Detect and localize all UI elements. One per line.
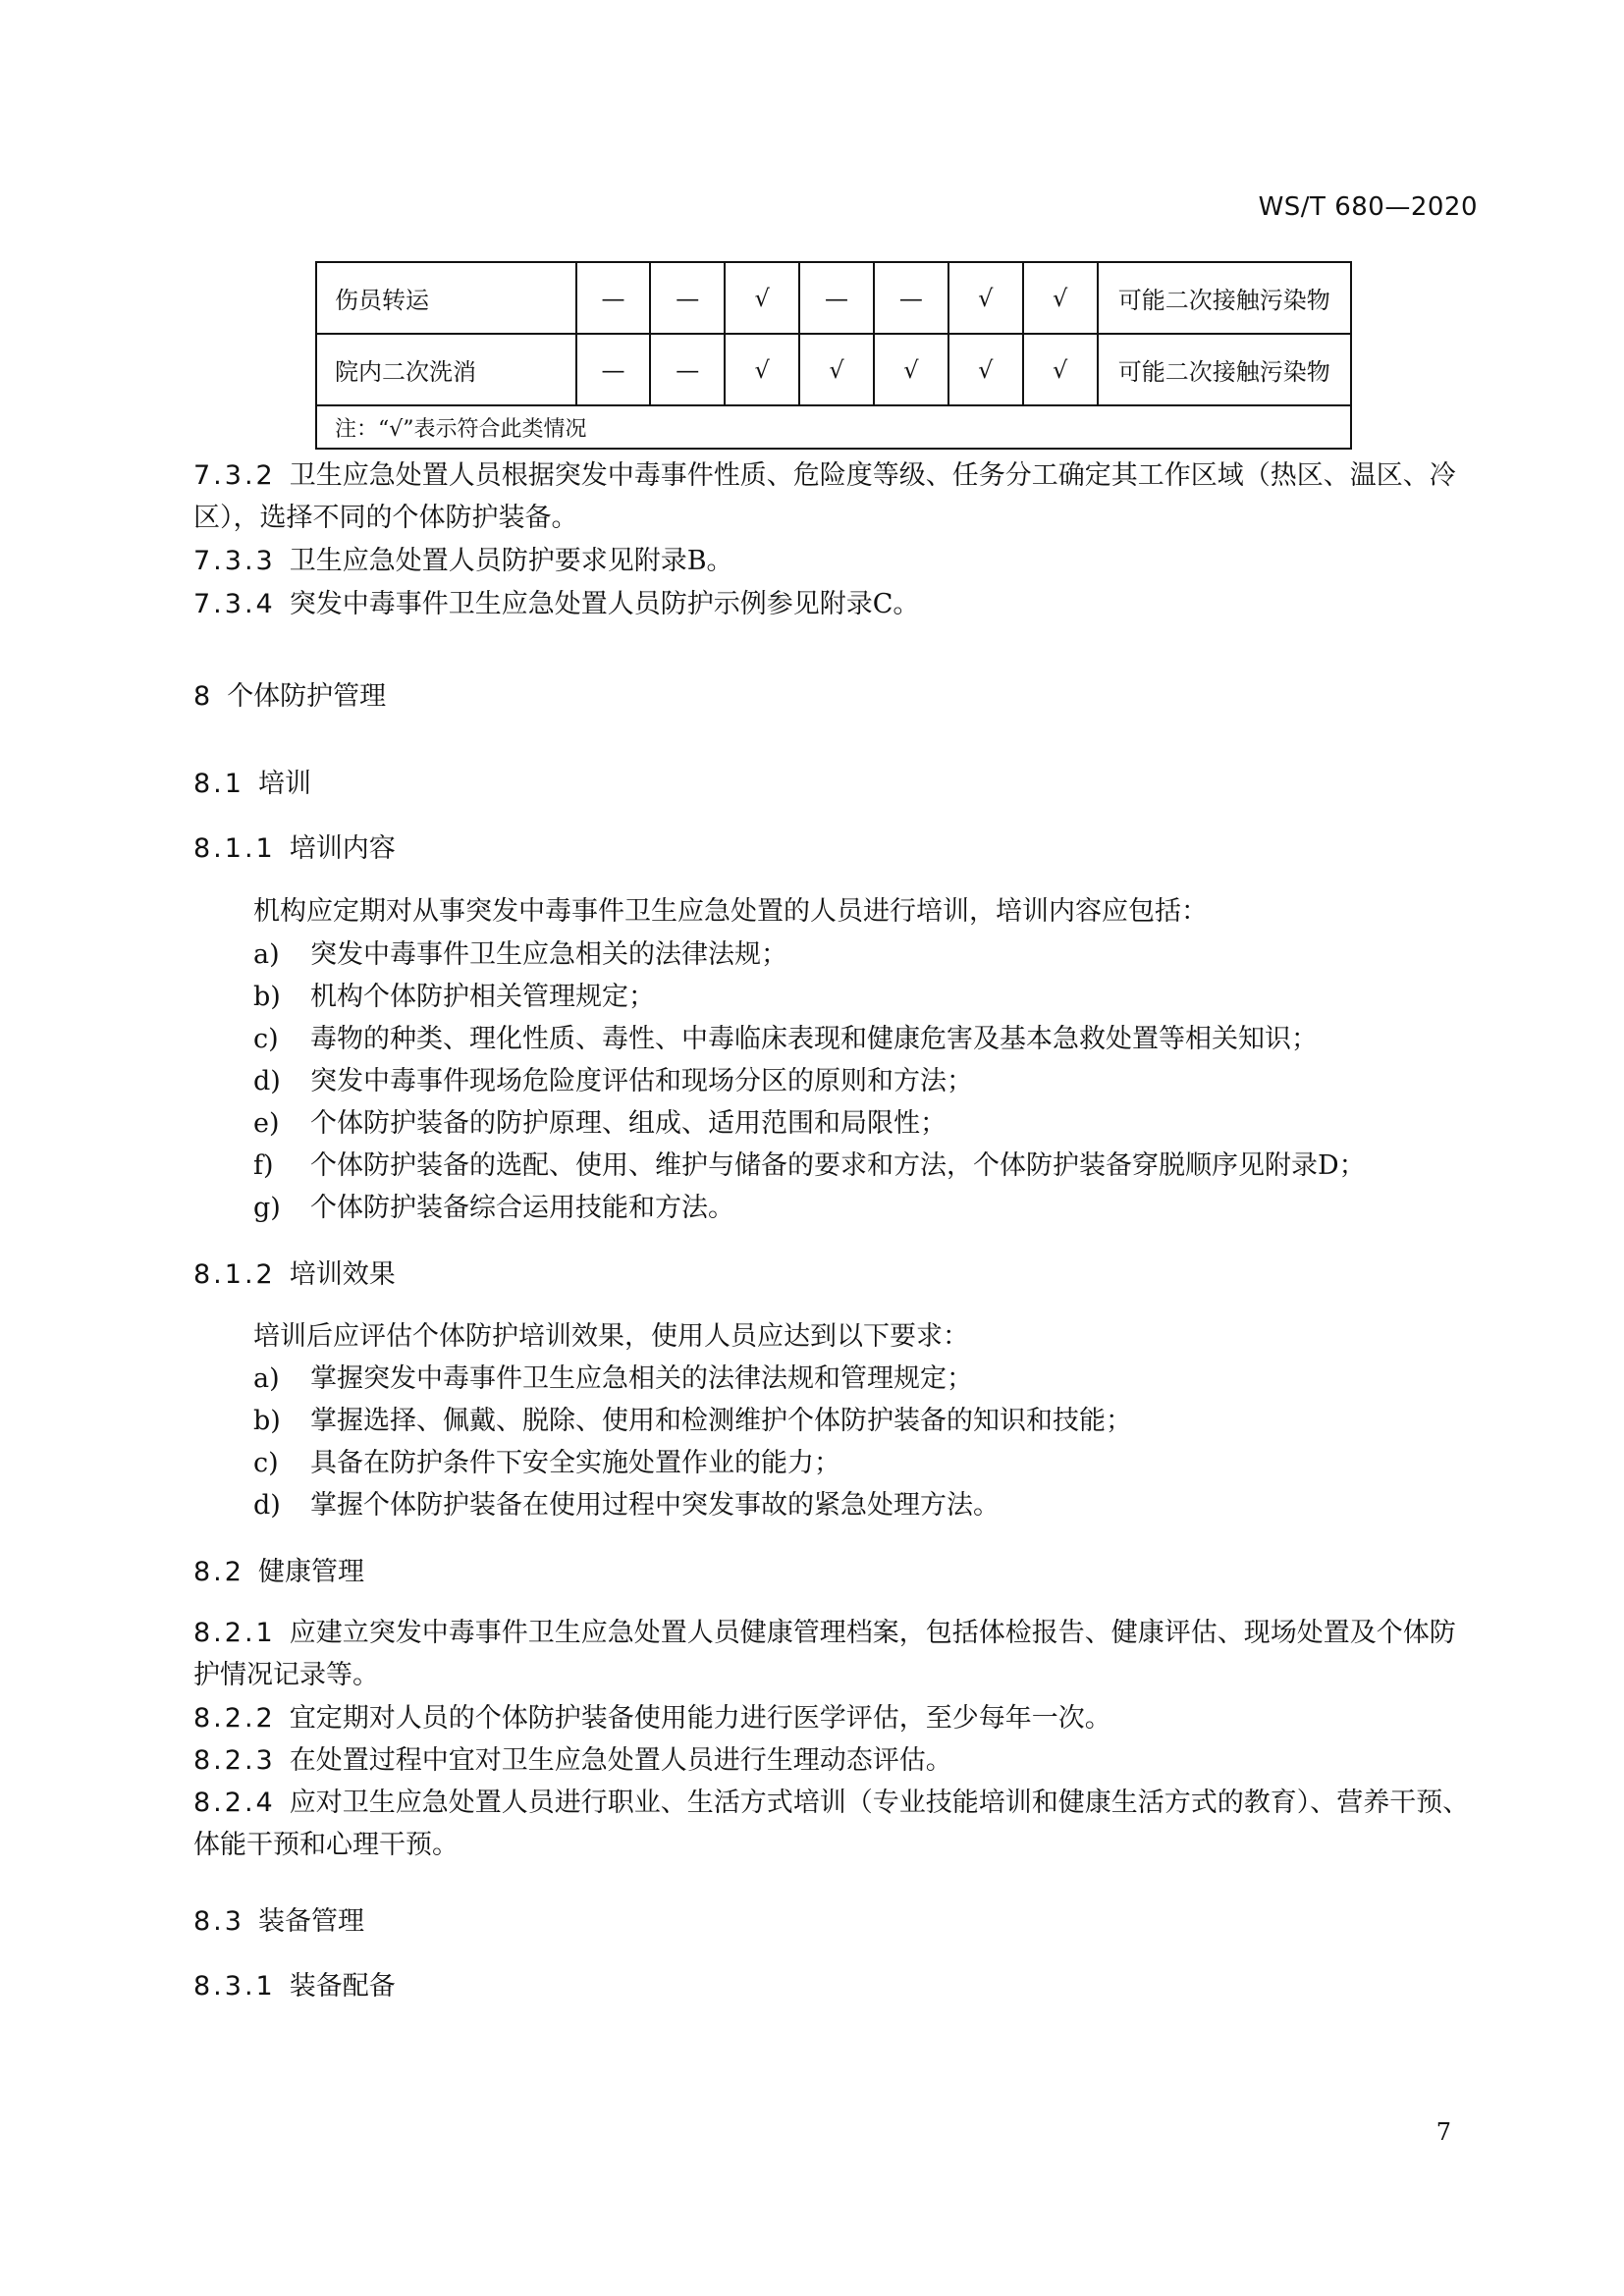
- table-cell-mark: √: [948, 334, 1023, 405]
- section-heading-8-1-1: [193, 827, 396, 865]
- list-item-label: d): [253, 1066, 281, 1096]
- list-item: [253, 1144, 1366, 1182]
- list-item: [253, 1101, 947, 1140]
- list-item-label: d): [253, 1490, 281, 1521]
- table-cell-mark: —: [874, 262, 948, 334]
- clause-8-2-3: [193, 1739, 1480, 1782]
- protection-table: [315, 261, 1352, 450]
- clause-number: 8.2.1: [193, 1618, 276, 1648]
- list-item: [253, 1059, 973, 1097]
- list-item-text: 突发中毒事件卫生应急相关的法律法规；: [310, 939, 787, 970]
- list-item: [253, 975, 655, 1013]
- section-heading-8-3-1: [193, 1964, 396, 2002]
- clause-number: 7.3.4: [193, 589, 276, 619]
- list-item: [253, 1483, 1000, 1522]
- clause-text: 在处置过程中宜对卫生应急处置人员进行生理动态评估。: [289, 1745, 952, 1776]
- clause-text: 应建立突发中毒事件卫生应急处置人员健康管理档案，包括体检报告、健康评估、现场处置及个体防护情况记录等。: [193, 1618, 1456, 1690]
- clause-7-3-2: [193, 454, 1480, 539]
- list-item-text: 掌握选择、佩戴、脱除、使用和检测维护个体防护装备的知识和技能；: [310, 1406, 1132, 1436]
- clause-number: 7.3.2: [193, 460, 276, 491]
- table-footnote: 注：“√”表示符合此类情况: [316, 405, 1351, 449]
- list-item-label: g): [253, 1193, 281, 1223]
- list-item: [253, 1399, 1132, 1437]
- heading-title: 个体防护管理: [227, 681, 387, 712]
- section-heading-8: [193, 674, 386, 713]
- clause-number: 7.3.3: [193, 546, 276, 576]
- table-row: [316, 262, 1351, 334]
- paragraph-intro: 培训后应评估个体防护培训效果，使用人员应达到以下要求：: [253, 1321, 969, 1352]
- standard-code: WS/T 680—2020: [1258, 192, 1478, 222]
- table-cell-name: 伤员转运: [316, 262, 576, 334]
- list-item-label: f): [253, 1150, 274, 1181]
- list-item: [253, 1186, 734, 1224]
- heading-number: 8.1.1: [193, 833, 276, 864]
- list-item-text: 掌握突发中毒事件卫生应急相关的法律法规和管理规定；: [310, 1363, 973, 1394]
- clause-8-2-2: [193, 1697, 1480, 1739]
- section-heading-8-3: [193, 1899, 364, 1938]
- clause-8-2-4: [193, 1782, 1480, 1866]
- list-item-text: 个体防护装备综合运用技能和方法。: [310, 1193, 734, 1223]
- table-cell-mark: √: [725, 334, 799, 405]
- table-cell-mark: √: [725, 262, 799, 334]
- list-item-label: b): [253, 1406, 281, 1436]
- list-item-label: a): [253, 1363, 280, 1394]
- table-cell-mark: —: [799, 262, 874, 334]
- clause-number: 8.2.4: [193, 1788, 276, 1818]
- list-item-text: 掌握个体防护装备在使用过程中突发事故的紧急处理方法。: [310, 1490, 1000, 1521]
- clause-text: 宜定期对人员的个体防护装备使用能力进行医学评估，至少每年一次。: [289, 1703, 1111, 1734]
- table-cell-mark: —: [576, 262, 651, 334]
- table-row: [316, 334, 1351, 405]
- list-item-text: 机构个体防护相关管理规定；: [310, 982, 655, 1012]
- table-cell-name: 院内二次洗消: [316, 334, 576, 405]
- table-cell-mark: —: [650, 334, 725, 405]
- clause-8-2-1: [193, 1612, 1480, 1696]
- table-cell-mark: √: [874, 334, 948, 405]
- heading-title: 培训效果: [289, 1259, 396, 1290]
- list-item-label: c): [253, 1024, 279, 1054]
- table-cell-mark: √: [799, 334, 874, 405]
- list-item-text: 个体防护装备的选配、使用、维护与储备的要求和方法，个体防护装备穿脱顺序见附录D；: [310, 1150, 1366, 1181]
- table-cell-note: 可能二次接触污染物: [1098, 334, 1351, 405]
- heading-title: 培训: [257, 769, 311, 799]
- list-item-text: 毒物的种类、理化性质、毒性、中毒临床表现和健康危害及基本急救处置等相关知识；: [310, 1024, 1318, 1054]
- heading-title: 培训内容: [289, 833, 396, 864]
- clause-text: 卫生应急处置人员根据突发中毒事件性质、危险度等级、任务分工确定其工作区域（热区、温区、冷区），选择不同的个体防护装备。: [193, 460, 1456, 533]
- page-number: 7: [1435, 2118, 1451, 2146]
- section-heading-8-2: [193, 1550, 364, 1588]
- table-cell-mark: —: [650, 262, 725, 334]
- table-cell-note: 可能二次接触污染物: [1098, 262, 1351, 334]
- clause-number: 8.2.2: [193, 1703, 276, 1734]
- heading-number: 8: [193, 681, 214, 712]
- table-cell-mark: —: [576, 334, 651, 405]
- list-item-text: 突发中毒事件现场危险度评估和现场分区的原则和方法；: [310, 1066, 973, 1096]
- list-item: [253, 1017, 1318, 1055]
- heading-title: 装备管理: [257, 1906, 364, 1937]
- heading-title: 健康管理: [257, 1557, 364, 1587]
- clause-text: 应对卫生应急处置人员进行职业、生活方式培训（专业技能培训和健康生活方式的教育）、营养干预、体能干预和心理干预。: [193, 1788, 1470, 1860]
- heading-number: 8.1: [193, 769, 244, 799]
- paragraph-intro: 机构应定期对从事突发中毒事件卫生应急处置的人员进行培训，培训内容应包括：: [253, 896, 1208, 927]
- heading-title: 装备配备: [289, 1971, 396, 2002]
- clause-number: 8.2.3: [193, 1745, 276, 1776]
- table-cell-mark: √: [948, 262, 1023, 334]
- heading-number: 8.3: [193, 1906, 244, 1937]
- list-item: [253, 1357, 973, 1395]
- list-item: [253, 1441, 840, 1479]
- clause-7-3-3: [193, 540, 1480, 582]
- table-cell-mark: √: [1023, 334, 1098, 405]
- table-footnote-row: [316, 405, 1351, 449]
- heading-number: 8.1.2: [193, 1259, 276, 1290]
- clause-text: 突发中毒事件卫生应急处置人员防护示例参见附录C。: [289, 589, 920, 619]
- section-heading-8-1-2: [193, 1253, 396, 1291]
- clause-text: 卫生应急处置人员防护要求见附录B。: [289, 546, 733, 576]
- list-item-label: c): [253, 1448, 279, 1478]
- list-item: [253, 933, 787, 971]
- list-item-label: b): [253, 982, 281, 1012]
- table-cell-mark: √: [1023, 262, 1098, 334]
- list-item-text: 具备在防护条件下安全实施处置作业的能力；: [310, 1448, 840, 1478]
- heading-number: 8.3.1: [193, 1971, 276, 2002]
- list-item-text: 个体防护装备的防护原理、组成、适用范围和局限性；: [310, 1108, 947, 1139]
- list-item-label: e): [253, 1108, 280, 1139]
- list-item-label: a): [253, 939, 280, 970]
- clause-7-3-4: [193, 583, 1480, 625]
- heading-number: 8.2: [193, 1557, 244, 1587]
- section-heading-8-1: [193, 762, 311, 800]
